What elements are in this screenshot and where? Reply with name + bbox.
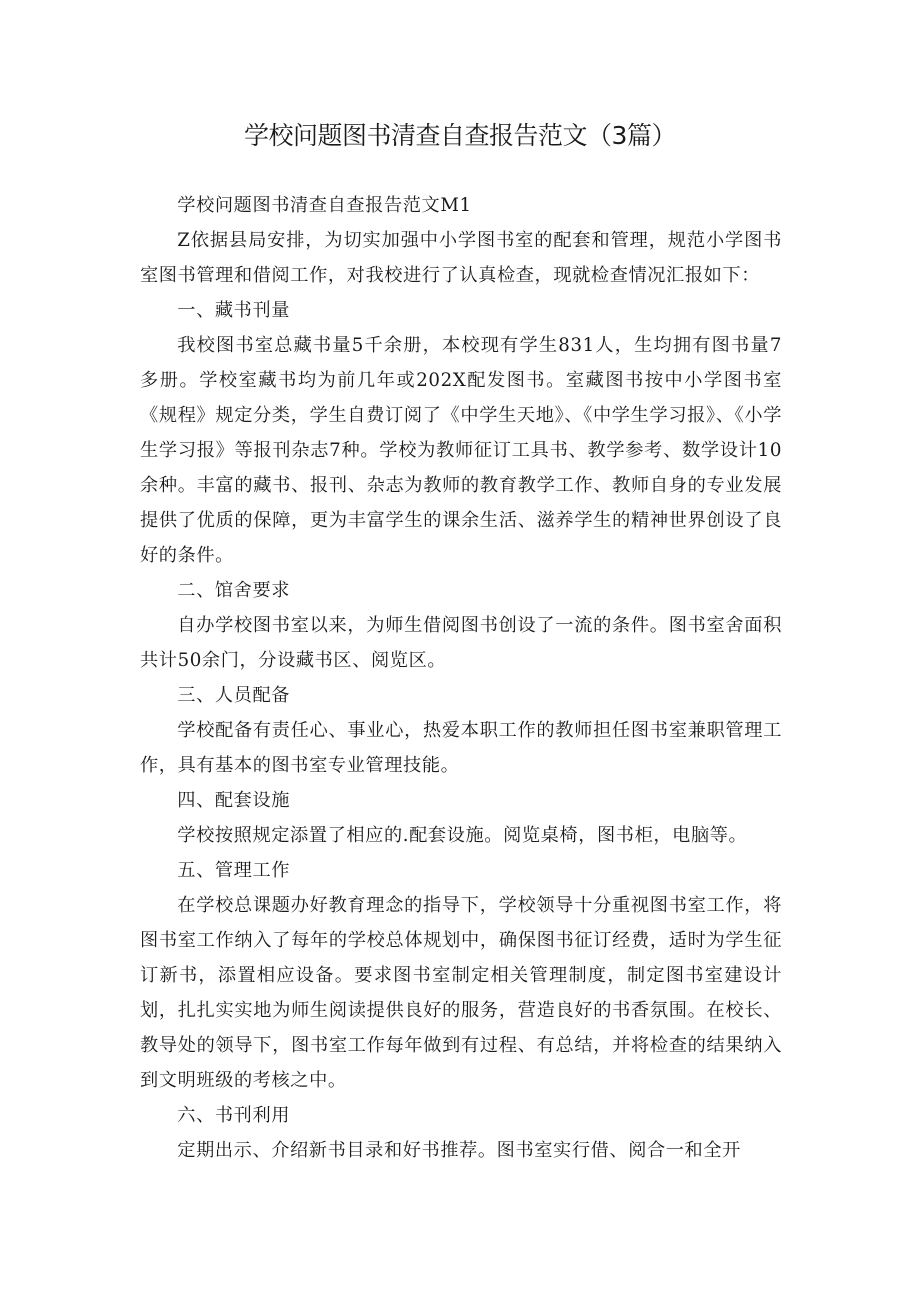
equipment-paragraph: 学校按照规定添置了相应的.配套设施。阅览桌椅，图书柜，电脑等。	[177, 825, 748, 846]
section-heading-collection: 一、藏书刊量	[177, 300, 291, 321]
section-heading-staff: 三、人员配备	[177, 685, 291, 706]
section-heading-usage: 六、书刊利用	[177, 1105, 291, 1126]
usage-paragraph: 定期出示、介绍新书目录和好书推荐。图书室实行借、阅合一和全开	[177, 1140, 741, 1161]
staff-paragraph: 学校配备有责任心、事业心，热爱本职工作的教师担任图书室兼职管理工作，具有基本的图书室专业管理技能。	[140, 720, 782, 776]
document-title: 学校问题图书清查自查报告范文（3篇）	[244, 121, 676, 150]
section-heading-equipment: 四、配套设施	[177, 790, 291, 811]
section-heading-management: 五、管理工作	[177, 860, 291, 881]
section-heading-facility: 二、馆舍要求	[177, 580, 291, 601]
collection-paragraph: 我校图书室总藏书量5千余册，本校现有学生831人，生均拥有图书量7多册。学校室藏书均为前几年或202X配发图书。室藏图书按中小学图书室《规程》规定分类，学生自费订阅了《中学生天地》、《中学生学习报》、《小学生学习报》等报刊杂志7种。学校为教师征订工具书、教学参考、数学设计10余种。丰富的藏书、报刊、杂志为教师的教育教学工作、教师自身的专业发展提供了优质的保障，更为丰富学生的课余生活、滋养学生的精神世界创设了良好的条件。	[140, 335, 782, 566]
document-body	[140, 188, 782, 1168]
report-subtitle: 学校问题图书清查自查报告范文M1	[177, 195, 472, 216]
facility-paragraph: 自办学校图书室以来，为师生借阅图书创设了一流的条件。图书室舍面积共计50余门，分设藏书区、阅览区。	[140, 615, 782, 671]
management-paragraph: 在学校总课题办好教育理念的指导下，学校领导十分重视图书室工作，将图书室工作纳入了每年的学校总体规划中，确保图书征订经费，适时为学生征订新书，添置相应设备。要求图书室制定相关管理制度，制定图书室建设计划，扎扎实实地为师生阅读提供良好的服务，营造良好的书香氛围。在校长、教导处的领导下，图书室工作每年做到有过程、有总结，并将检查的结果纳入到文明班级的考核之中。	[140, 895, 782, 1091]
intro-paragraph: Z依据县局安排，为切实加强中小学图书室的配套和管理，规范小学图书室图书管理和借阅工作，对我校进行了认真检查，现就检查情况汇报如下：	[140, 230, 782, 286]
